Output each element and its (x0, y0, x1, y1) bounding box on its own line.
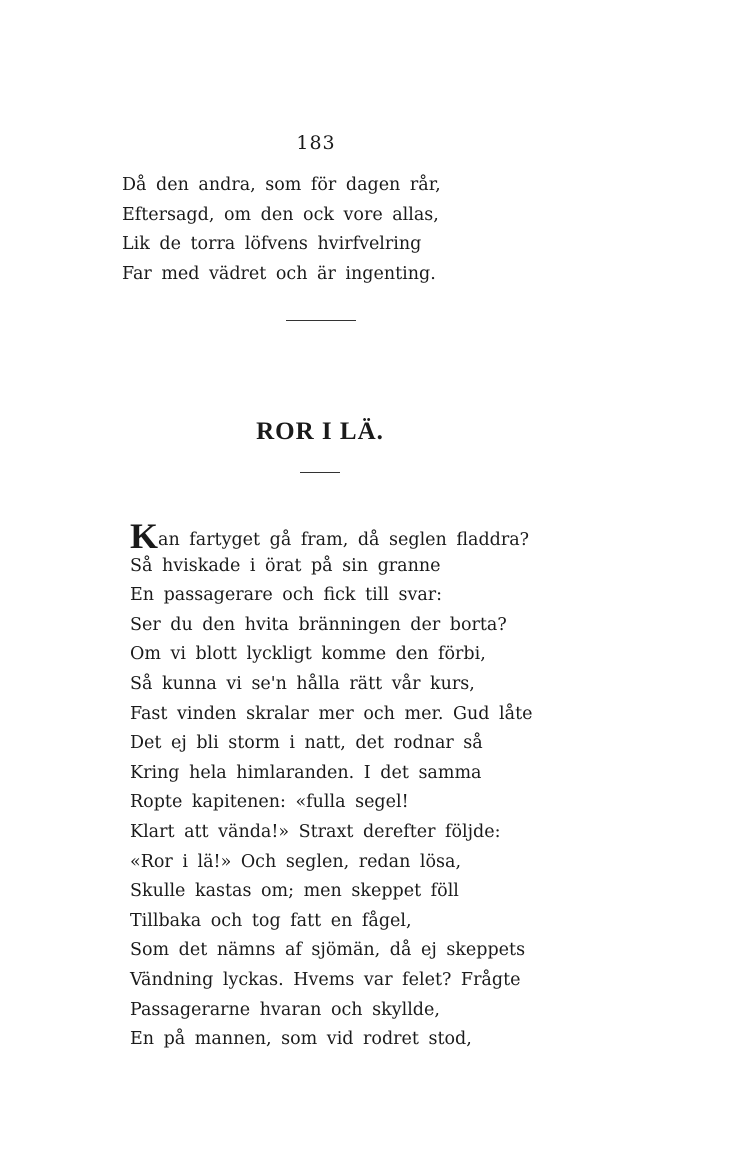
verse-line: Tillbaka och tog fatt en fågel, (130, 910, 412, 931)
verse-line: Ser du den hvita bränningen der borta? (130, 614, 507, 635)
verse-line: «Ror i lä!» Och seglen, redan lösa, (130, 851, 462, 872)
verse-line: Om vi blott lyckligt komme den förbi, (130, 644, 486, 665)
verse-line: Passagerarne hvaran och skyllde, (130, 999, 440, 1020)
verse-line: Så kunna vi se'n hålla rätt vår kurs, (130, 673, 475, 694)
verse-line: Då den andra, som för dagen rår, (122, 175, 441, 195)
verse-line-first (130, 516, 532, 556)
verse-line: Så hviskade i örat på sin granne (130, 555, 441, 576)
poem-body (130, 516, 533, 1055)
first-line-text: an fartyget gå fram, då seglen fladdra? (158, 530, 530, 550)
verse-line: Vändning lyckas. Hvems var felet? Frågte (130, 969, 521, 990)
drop-cap: K (130, 516, 159, 556)
title-divider (300, 472, 340, 473)
verse-line: Klart att vända!» Straxt derefter följde: (130, 821, 501, 842)
page-number: 183 (296, 132, 336, 154)
verse-line: Som det nämns af sjömän, då ej skeppets (130, 940, 526, 961)
verse-line: Skulle kastas om; men skeppet föll (130, 881, 459, 902)
verse-line: Lik de torra löfvens hvirfvelring (122, 234, 422, 255)
verse-line: En på mannen, som vid rodret stod, (130, 1029, 472, 1050)
verse-line: Det ej bli storm i natt, det rodnar så (130, 733, 483, 754)
section-divider (286, 320, 356, 321)
verse-line: Fast vinden skralar mer och mer. Gud låte (130, 703, 533, 724)
verse-line: Ropte kapitenen: «fulla segel! (130, 792, 409, 813)
verse-line: En passagerare och fick till svar: (130, 585, 443, 606)
poem-title: ROR I LÄ. (256, 418, 384, 445)
previous-poem-ending (122, 171, 441, 289)
verse-line: Kring hela himlaranden. I det samma (130, 762, 482, 783)
verse-line: Far med vädret och är ingenting. (122, 263, 436, 284)
verse-line: Eftersagd, om den ock vore allas, (122, 204, 439, 225)
